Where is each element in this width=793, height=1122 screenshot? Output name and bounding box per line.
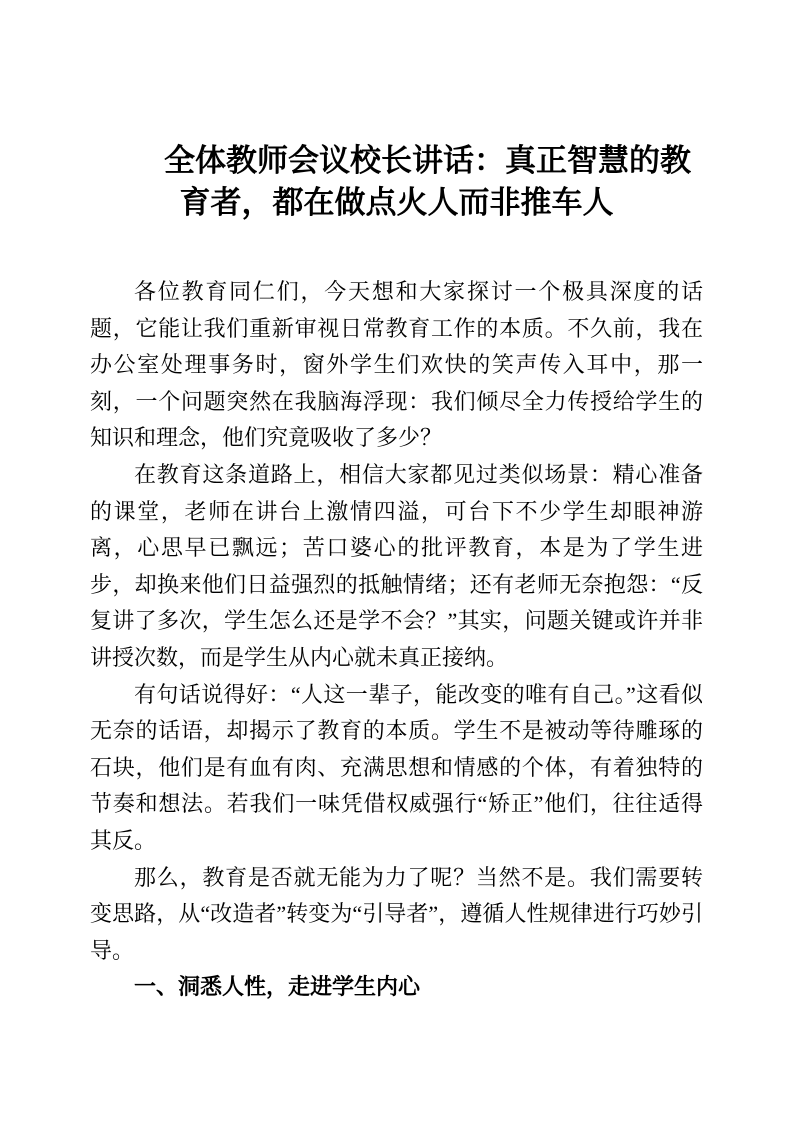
paragraph-3: 有句话说得好：“人这一辈子，能改变的唯有自己。”这看似无奈的话语，却揭示了教育的本质。学生不是被动等待雕琢的石块，他们是有血有肉、充满思想和情感的个体，有着独特的节奏和想法。若我们一味凭借权威强行“矫正”他们，往往适得其反。 xyxy=(90,681,704,853)
section-heading: 一、洞悉人性，走进学生内心 xyxy=(134,974,421,1000)
paragraph-4: 那么，教育是否就无能为力了呢？当然不是。我们需要转变思路，从“改造者”转变为“引导者”，遵循人性规律进行巧妙引导。 xyxy=(90,864,703,963)
document-title: 全体教师会议校长讲话：真正智慧的教育者，都在做点火人而非推车人 xyxy=(164,143,691,220)
paragraph-2: 在教育这条道路上，相信大家都见过类似场景：精心准备的课堂，老师在讲台上激情四溢，可台下不少学生却眼神游离，心思早已飘远；苦口婆心的批评教育，本是为了学生进步，却换来他们日益强烈的抵触情绪；还有老师无奈抱怨：“反复讲了多次，学生怎么还是学不会？”其实，问题关键或许并非讲授次数，而是学生从内心就未真正接纳。 xyxy=(90,461,703,670)
paragraph-1: 各位教育同仁们，今天想和大家探讨一个极具深度的话题，它能让我们重新审视日常教育工作的本质。不久前，我在办公室处理事务时，窗外学生们欢快的笑声传入耳中，那一刻，一个问题突然在我脑海浮现：我们倾尽全力传授给学生的知识和理念，他们究竟吸收了多少？ xyxy=(90,279,703,451)
